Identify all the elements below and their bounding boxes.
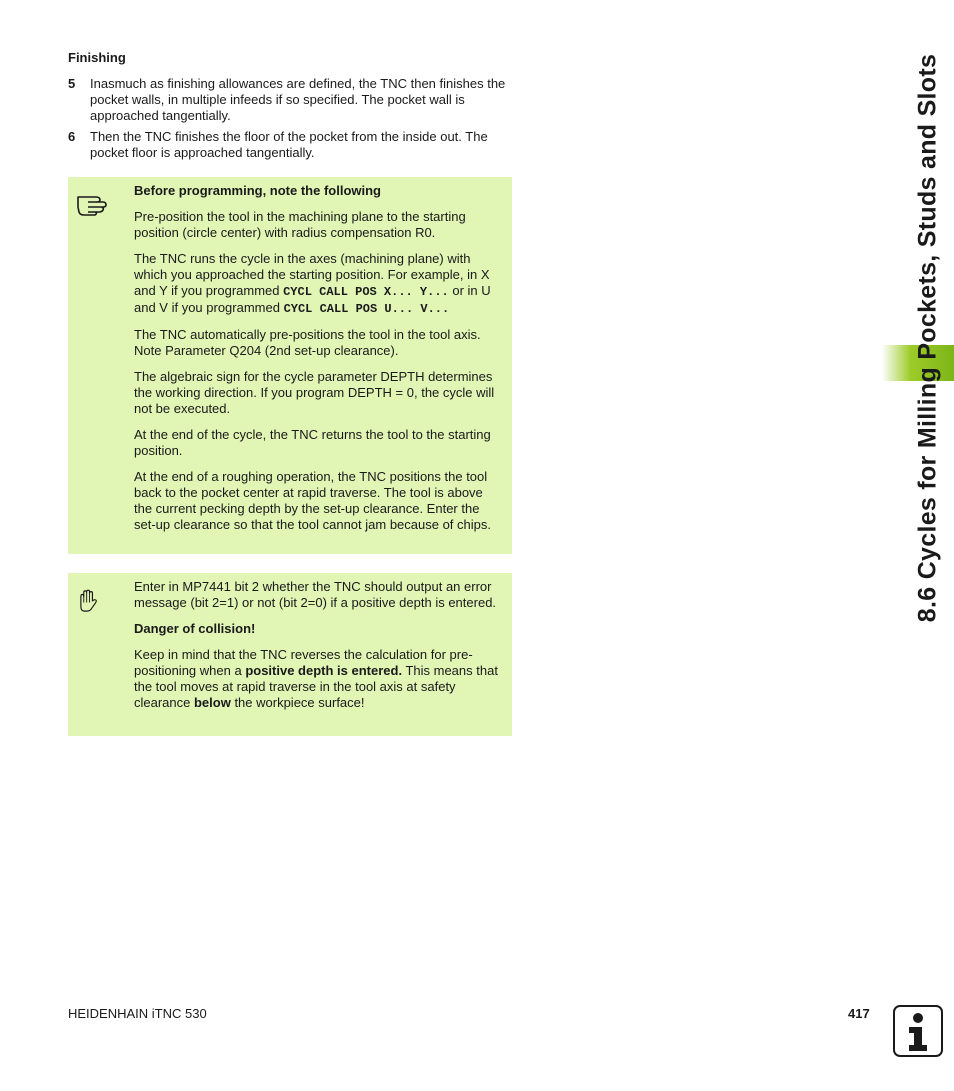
section-heading: Finishing <box>68 50 126 65</box>
note-box-programming <box>68 177 512 554</box>
code-snippet: CYCL CALL POS U... V... <box>283 302 450 316</box>
emphasis: positive depth is entered. <box>245 663 403 678</box>
step-text: Then the TNC finishes the floor of the pocket from the inside out. The pocket floor is approached tangentially. <box>90 129 488 160</box>
step-text: Inasmuch as finishing allowances are defined, the TNC then finishes the pocket walls, in multiple infeeds if so specified. The pocket wall is approached tangentially. <box>90 76 506 123</box>
info-icon <box>893 1005 943 1057</box>
emphasis: below <box>193 695 231 710</box>
step-number: 5 <box>68 76 76 91</box>
footer-product: HEIDENHAIN iTNC 530 <box>68 1006 207 1021</box>
code-snippet: CYCL CALL POS X... Y... <box>283 285 449 299</box>
list-item <box>68 129 513 161</box>
step-number: 6 <box>68 129 76 144</box>
note-title: Before programming, note the following <box>134 183 381 198</box>
pointing-hand-icon <box>76 185 112 217</box>
note-paragraph: The TNC automatically pre-positions the tool in the tool axis. Note Parameter Q204 (2nd set-up clearance). <box>134 327 481 358</box>
note-paragraph: The TNC runs the cycle in the axes (machining plane) with which you approached the starting position. For example, in X and Y if you programmed CYCL CALL POS X... Y... or in U and V if you programmed CYCL CALL POS U... V... <box>134 251 491 316</box>
note-paragraph: Keep in mind that the TNC reverses the calculation for pre-positioning when a positive depth is entered. This means that the tool moves at rapid traverse in the tool axis at safety clearance below the workpiece surface! <box>134 647 498 710</box>
danger-title: Danger of collision! <box>134 621 256 636</box>
note-paragraph: At the end of the cycle, the TNC returns the tool to the starting position. <box>134 427 491 458</box>
note-body <box>134 579 504 721</box>
chapter-side-title: 8.6 Cycles for Milling Pockets, Studs and Slots <box>913 53 942 623</box>
note-body <box>134 183 504 543</box>
note-paragraph: The algebraic sign for the cycle parameter DEPTH determines the working direction. If you program DEPTH = 0, the cycle will not be executed. <box>134 369 495 416</box>
steps-list <box>68 76 513 166</box>
note-paragraph: Pre-position the tool in the machining plane to the starting position (circle center) with radius compensation R0. <box>134 209 466 240</box>
list-item <box>68 76 513 124</box>
note-box-collision <box>68 573 512 736</box>
note-paragraph: At the end of a roughing operation, the TNC positions the tool back to the pocket center at rapid traverse. The tool is above the current pecking depth by the set-up clearance. Enter the set-up clearance so that the tool cannot jam because of chips. <box>134 469 491 532</box>
page-number: 417 <box>848 1006 870 1021</box>
warning-hand-icon <box>78 585 104 617</box>
note-paragraph: Enter in MP7441 bit 2 whether the TNC should output an error message (bit 2=1) or not (bit 2=0) if a positive depth is entered. <box>134 579 497 610</box>
